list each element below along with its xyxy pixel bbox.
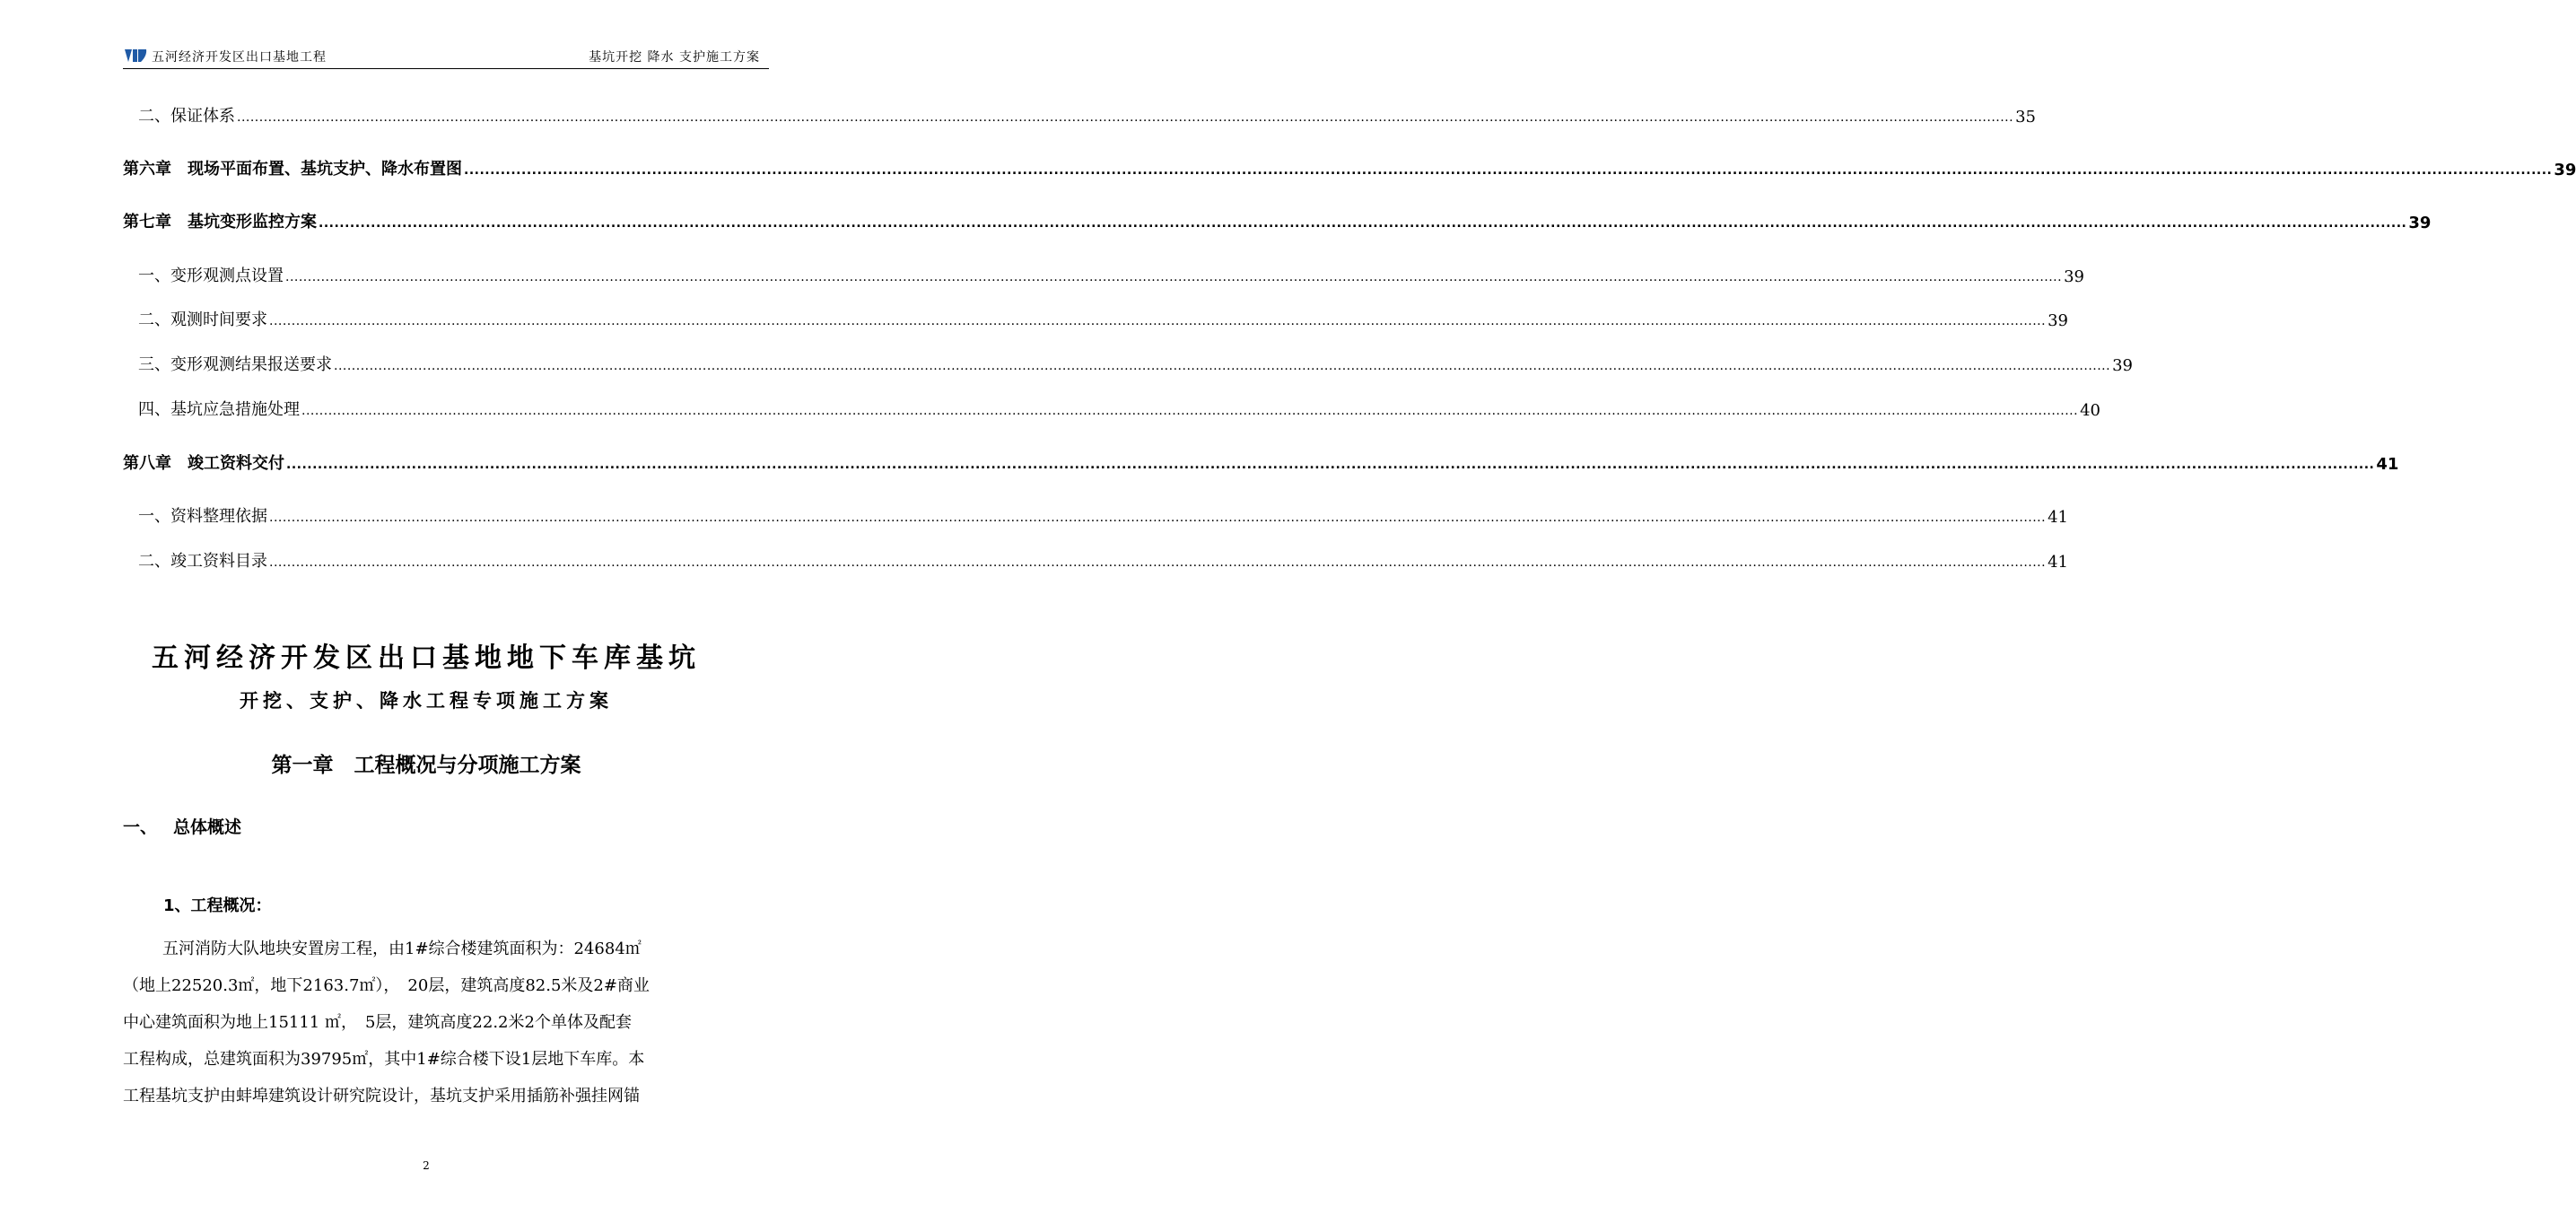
section-heading bbox=[123, 814, 241, 838]
toc-leader-dots: ................................................................................................................................................................................................................................................................................................................................................................................................................ bbox=[334, 359, 2111, 373]
toc-section-entry[interactable] bbox=[123, 100, 2036, 127]
toc-chapter-entry[interactable] bbox=[123, 205, 2432, 232]
header-project-name: 五河经济开发区出口基地工程 bbox=[152, 50, 327, 65]
toc-entry-label: 第七章 基坑变形监控方案 bbox=[123, 213, 317, 232]
toc-leader-dots: ................................................................................................................................................................................................................................................................................................................................................................................................................ bbox=[301, 404, 2079, 418]
paragraph-line: 五河消防大队地块安置房工程，由1#综合楼建筑面积为：24684㎡ bbox=[162, 939, 642, 958]
toc-entry-page: 39 bbox=[2408, 214, 2432, 232]
toc-section-entry[interactable] bbox=[123, 545, 2068, 572]
toc-entry-label: 二、观测时间要求 bbox=[138, 310, 267, 329]
paragraph-line: 中心建筑面积为地上15111 ㎡， 5层，建筑高度22.2米2个单体及配套 bbox=[123, 1013, 632, 1032]
paragraph-line: 工程基坑支护由蚌埠建筑设计研究院设计，基坑支护采用插筋补强挂网锚 bbox=[123, 1087, 640, 1106]
toc-entry-page: 40 bbox=[2080, 401, 2100, 420]
toc-leader-dots: ................................................................................................................................................................................................................................................................................................................................................................................................................ bbox=[237, 110, 2014, 125]
toc-section-entry[interactable] bbox=[123, 259, 2084, 286]
toc-entry-label: 四、基坑应急措施处理 bbox=[138, 400, 300, 419]
toc-entry-label: 二、保证体系 bbox=[138, 107, 235, 126]
toc-entry-label: 第六章 现场平面布置、基坑支护、降水布置图 bbox=[123, 160, 462, 179]
toc-section-entry[interactable] bbox=[123, 500, 2068, 527]
toc-section-entry[interactable] bbox=[123, 393, 2100, 420]
paragraph-line: 工程构成，总建筑面积为39795㎡，其中1#综合楼下设1层地下车库。本 bbox=[123, 1050, 645, 1069]
toc-leader-dots: ................................................................................................................................................................................................................................................................................................................................................................................................................ bbox=[319, 216, 2407, 231]
page-number: 2 bbox=[423, 1159, 430, 1172]
toc-leader-dots: ................................................................................................................................................................................................................................................................................................................................................................................................................ bbox=[269, 555, 2047, 570]
toc-entry-page: 35 bbox=[2015, 108, 2036, 127]
toc-chapter-entry[interactable] bbox=[123, 447, 2399, 474]
company-logo-icon bbox=[123, 48, 148, 64]
section-number: 一、 bbox=[123, 817, 158, 837]
page-header bbox=[123, 45, 769, 69]
toc-entry-label: 三、变形观测结果报送要求 bbox=[138, 355, 332, 374]
toc-entry-page: 41 bbox=[2376, 455, 2399, 474]
toc-entry-label: 二、竣工资料目录 bbox=[138, 552, 267, 571]
toc-entry-label: 一、变形观测点设置 bbox=[138, 267, 284, 285]
document-title-line2: 开挖、支护、降水工程专项施工方案 bbox=[240, 689, 613, 712]
toc-chapter-entry[interactable] bbox=[123, 153, 2576, 179]
toc-section-entry[interactable] bbox=[123, 303, 2068, 330]
toc-entry-label: 一、资料整理依据 bbox=[138, 507, 267, 526]
chapter-heading: 第一章 工程概况与分项施工方案 bbox=[271, 754, 581, 777]
toc-entry-page: 41 bbox=[2048, 553, 2068, 572]
toc-entry-page: 39 bbox=[2064, 267, 2084, 286]
toc-leader-dots: ................................................................................................................................................................................................................................................................................................................................................................................................................ bbox=[269, 314, 2047, 328]
body-paragraph bbox=[123, 931, 771, 1114]
toc-leader-dots: ................................................................................................................................................................................................................................................................................................................................................................................................................ bbox=[464, 163, 2553, 178]
toc-leader-dots: ................................................................................................................................................................................................................................................................................................................................................................................................................ bbox=[269, 511, 2047, 525]
toc-entry-page: 39 bbox=[2554, 161, 2576, 179]
toc-entry-page: 41 bbox=[2048, 508, 2068, 527]
section-title: 总体概述 bbox=[173, 817, 242, 837]
toc-entry-page: 39 bbox=[2048, 311, 2068, 330]
paragraph-line: （地上22520.3㎡，地下2163.7㎡）， 20层，建筑高度82.5米及2#商业 bbox=[123, 976, 650, 995]
toc-entry-label: 第八章 竣工资料交付 bbox=[123, 454, 284, 473]
header-document-title: 基坑开挖 降水 支护施工方案 bbox=[589, 50, 760, 65]
toc-leader-dots: ................................................................................................................................................................................................................................................................................................................................................................................................................ bbox=[285, 270, 2063, 284]
toc-entry-page: 39 bbox=[2112, 356, 2133, 375]
document-title-line1: 五河经济开发区出口基地地下车库基坑 bbox=[152, 642, 701, 674]
subsection-heading: 1、工程概况： bbox=[163, 896, 272, 915]
toc-section-entry[interactable] bbox=[123, 348, 2133, 375]
toc-leader-dots: ................................................................................................................................................................................................................................................................................................................................................................................................................ bbox=[286, 458, 2375, 472]
